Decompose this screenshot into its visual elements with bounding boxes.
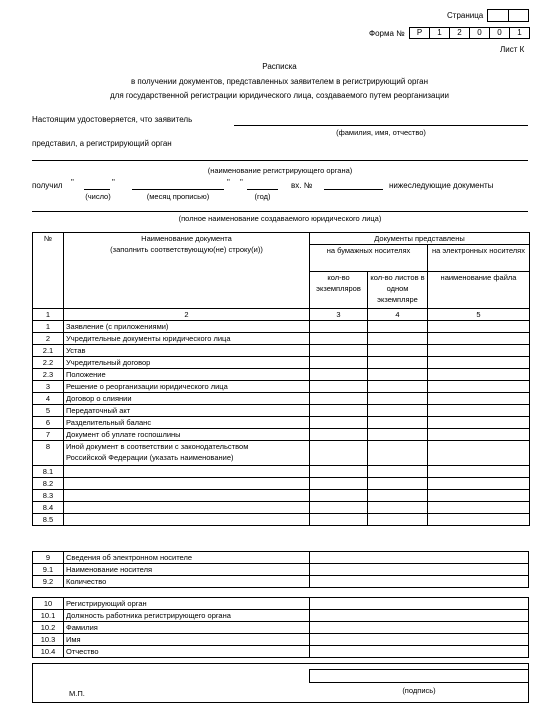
row-number: 9 (33, 552, 64, 564)
row-document-name: Сведения об электронном носителе (64, 552, 310, 564)
value-cell[interactable] (310, 564, 529, 576)
signature-caption: (подпись) (402, 686, 436, 695)
year-caption: (год) (254, 192, 271, 201)
month-caption: (месяц прописью) (146, 192, 210, 201)
table-row (33, 598, 529, 610)
row-document-name: Передаточный акт (64, 405, 310, 417)
sheets-cell[interactable] (368, 417, 428, 429)
copies-cell[interactable] (310, 490, 368, 502)
sheets-cell[interactable] (368, 405, 428, 417)
row-number: 9.1 (33, 564, 64, 576)
row-number: 6 (33, 417, 64, 429)
copies-cell[interactable] (310, 502, 368, 514)
table-row (33, 622, 529, 634)
row-number: 8.2 (33, 478, 64, 490)
authority-name-line[interactable] (32, 160, 528, 161)
form-number-cell: 2 (449, 27, 470, 39)
sheets-cell[interactable] (368, 321, 428, 333)
table-row (33, 417, 530, 429)
day-caption: (число) (85, 192, 111, 201)
row-number: 9.2 (33, 576, 64, 588)
row-number: 8.5 (33, 514, 64, 526)
stamp-label: М.П. (69, 689, 85, 698)
col-num-2: 2 (64, 309, 310, 321)
table-row (33, 576, 529, 588)
row-document-name: Разделительный баланс (64, 417, 310, 429)
row-document-name (64, 466, 310, 478)
filename-cell[interactable] (428, 333, 530, 345)
table-row (33, 466, 530, 478)
table-row (33, 357, 530, 369)
copies-cell[interactable] (310, 345, 368, 357)
col-num-1: 1 (33, 309, 64, 321)
row-number: 10.1 (33, 610, 64, 622)
row-document-name (64, 490, 310, 502)
received-text: получил (32, 181, 63, 190)
filename-cell[interactable] (428, 357, 530, 369)
row-document-name: Учредительный договор (64, 357, 310, 369)
header-sheets: кол-во листов в одном экземпляре (368, 272, 428, 309)
row-document-name: Положение (64, 369, 310, 381)
copies-cell[interactable] (310, 478, 368, 490)
header-document-name: Наименование документа (заполнить соответствующую(не) строку(и)) (64, 233, 310, 309)
copies-cell[interactable] (310, 393, 368, 405)
copies-cell[interactable] (310, 417, 368, 429)
sheets-cell[interactable] (368, 357, 428, 369)
row-number: 2 (33, 333, 64, 345)
value-cell[interactable] (310, 646, 529, 658)
copies-cell[interactable] (310, 466, 368, 478)
table-header-row (33, 233, 530, 245)
doc-title-line2: в получении документов, представленных заявителем в регистрирующий орган (130, 76, 429, 86)
sheets-cell[interactable] (368, 381, 428, 393)
incoming-number-line[interactable] (324, 189, 383, 190)
doc-title-line3: для государственной регистрации юридического лица, создаваемого путем реорганизации (109, 91, 450, 100)
media-table (32, 551, 529, 588)
sheets-cell[interactable] (368, 441, 428, 466)
table-row (33, 552, 529, 564)
table-row (33, 405, 530, 417)
row-number: 2.2 (33, 357, 64, 369)
copies-cell[interactable] (310, 321, 368, 333)
sheet-label: Лист К (500, 45, 525, 54)
row-number: 1 (33, 321, 64, 333)
header-electronic: на электронных носителях (428, 245, 530, 272)
header-presented: Документы представлены (310, 233, 530, 245)
filename-cell[interactable] (428, 393, 530, 405)
page-label: Страница (447, 11, 484, 20)
header-copies: кол-во экземпляров (310, 272, 368, 309)
row-number: 10.2 (33, 622, 64, 634)
header-paper: на бумажных носителях (310, 245, 428, 272)
row-document-name: Должность работника регистрирующего органа (64, 610, 310, 622)
table-row (33, 345, 530, 357)
value-cell[interactable] (310, 622, 529, 634)
value-cell[interactable] (310, 576, 529, 588)
sheets-cell[interactable] (368, 466, 428, 478)
signature-field[interactable] (309, 669, 529, 683)
filename-cell[interactable] (428, 381, 530, 393)
copies-cell[interactable] (310, 441, 368, 466)
row-number: 10 (33, 598, 64, 610)
copies-cell[interactable] (310, 514, 368, 526)
quote-year-open: " (227, 178, 230, 187)
certify-text: Настоящим удостоверяется, что заявитель (32, 115, 193, 124)
sheets-cell[interactable] (368, 478, 428, 490)
row-number: 8.1 (33, 466, 64, 478)
table-row (33, 490, 530, 502)
documents-table (32, 232, 530, 526)
value-cell[interactable] (310, 634, 529, 646)
table-row (33, 478, 530, 490)
row-document-name (64, 478, 310, 490)
table-row (33, 381, 530, 393)
quote-close-day: " (112, 178, 115, 187)
row-number: 3 (33, 381, 64, 393)
copies-cell[interactable] (310, 381, 368, 393)
form-number-cell: 1 (509, 27, 530, 39)
table-row (33, 393, 530, 405)
quote-open-day: " (71, 178, 74, 187)
row-document-name: Договор о слиянии (64, 393, 310, 405)
row-document-name: Регистрирующий орган (64, 598, 310, 610)
filename-cell[interactable] (428, 321, 530, 333)
row-number: 8.4 (33, 502, 64, 514)
row-number: 10.3 (33, 634, 64, 646)
filename-cell[interactable] (428, 466, 530, 478)
row-document-name: Решение о реорганизации юридического лица (64, 381, 310, 393)
value-cell[interactable] (310, 598, 529, 610)
sheets-cell[interactable] (368, 490, 428, 502)
row-document-name: Устав (64, 345, 310, 357)
value-cell[interactable] (310, 552, 529, 564)
applicant-name-line[interactable] (234, 125, 528, 126)
form-number-cell: Р (409, 27, 430, 39)
filename-cell[interactable] (428, 417, 530, 429)
filename-cell[interactable] (428, 345, 530, 357)
form-number-cell: 0 (489, 27, 510, 39)
table-row (33, 441, 530, 466)
table-row (33, 646, 529, 658)
filename-cell[interactable] (428, 369, 530, 381)
form-number-cell: 0 (469, 27, 490, 39)
sheets-cell[interactable] (368, 393, 428, 405)
quote-year-close: " (240, 178, 243, 187)
row-number: 5 (33, 405, 64, 417)
table-row (33, 610, 529, 622)
sheets-cell[interactable] (368, 514, 428, 526)
row-document-name: Имя (64, 634, 310, 646)
filename-cell[interactable] (428, 502, 530, 514)
row-document-name (64, 514, 310, 526)
authority-table (32, 597, 529, 658)
copies-cell[interactable] (310, 333, 368, 345)
filename-cell[interactable] (428, 429, 530, 441)
authority-caption: (наименование регистрирующего органа) (207, 166, 353, 175)
submitted-text: представил, а регистрирующий орган (32, 139, 172, 148)
table-row (33, 321, 530, 333)
table-row (33, 514, 530, 526)
doc-title: Расписка (262, 62, 297, 71)
row-document-name: Документ об уплате госпошлины (64, 429, 310, 441)
header-filename: наименование файла (428, 272, 530, 309)
value-cell[interactable] (310, 610, 529, 622)
day-line[interactable] (84, 189, 110, 190)
row-document-name: Иной документ в соответствии с законодательством Российской Федерации (указать наименование) (64, 441, 310, 466)
row-number: 10.4 (33, 646, 64, 658)
sheets-cell[interactable] (368, 333, 428, 345)
entity-name-line[interactable] (32, 211, 528, 212)
filename-cell[interactable] (428, 514, 530, 526)
row-document-name: Отчество (64, 646, 310, 658)
col-num-3: 3 (310, 309, 368, 321)
row-number: 8.3 (33, 490, 64, 502)
following-docs-text: нижеследующие документы (389, 181, 494, 190)
row-document-name: Учредительные документы юридического лица (64, 333, 310, 345)
copies-cell[interactable] (310, 357, 368, 369)
row-document-name: Количество (64, 576, 310, 588)
sheets-cell[interactable] (368, 345, 428, 357)
incoming-number-label: вх. № (291, 181, 313, 190)
row-document-name: Заявление (с приложениями) (64, 321, 310, 333)
header-number: № (33, 233, 64, 309)
sheets-cell[interactable] (368, 369, 428, 381)
col-num-5: 5 (428, 309, 530, 321)
sheets-cell[interactable] (368, 502, 428, 514)
page-number-cell-1[interactable] (487, 9, 509, 22)
sheets-cell[interactable] (368, 429, 428, 441)
form-number-cell: 1 (429, 27, 450, 39)
month-line[interactable] (132, 189, 224, 190)
filename-cell[interactable] (428, 441, 530, 466)
table-row (33, 333, 530, 345)
row-number: 7 (33, 429, 64, 441)
page-number-cell-2[interactable] (508, 9, 529, 22)
table-row (33, 564, 529, 576)
filename-cell[interactable] (428, 478, 530, 490)
filename-cell[interactable] (428, 405, 530, 417)
filename-cell[interactable] (428, 490, 530, 502)
entity-caption: (полное наименование создаваемого юридического лица) (178, 214, 382, 223)
table-row (33, 634, 529, 646)
fio-caption: (фамилия, имя, отчество) (336, 128, 426, 137)
year-line[interactable] (247, 189, 278, 190)
row-number: 2.1 (33, 345, 64, 357)
row-document-name: Фамилия (64, 622, 310, 634)
form-number-label: Форма № (369, 29, 405, 38)
column-number-row (33, 309, 530, 321)
copies-cell[interactable] (310, 429, 368, 441)
row-document-name: Наименование носителя (64, 564, 310, 576)
row-number: 8 (33, 441, 64, 466)
table-row (33, 502, 530, 514)
col-num-4: 4 (368, 309, 428, 321)
copies-cell[interactable] (310, 405, 368, 417)
copies-cell[interactable] (310, 369, 368, 381)
row-number: 2.3 (33, 369, 64, 381)
row-number: 4 (33, 393, 64, 405)
row-document-name (64, 502, 310, 514)
table-row (33, 369, 530, 381)
table-row (33, 429, 530, 441)
